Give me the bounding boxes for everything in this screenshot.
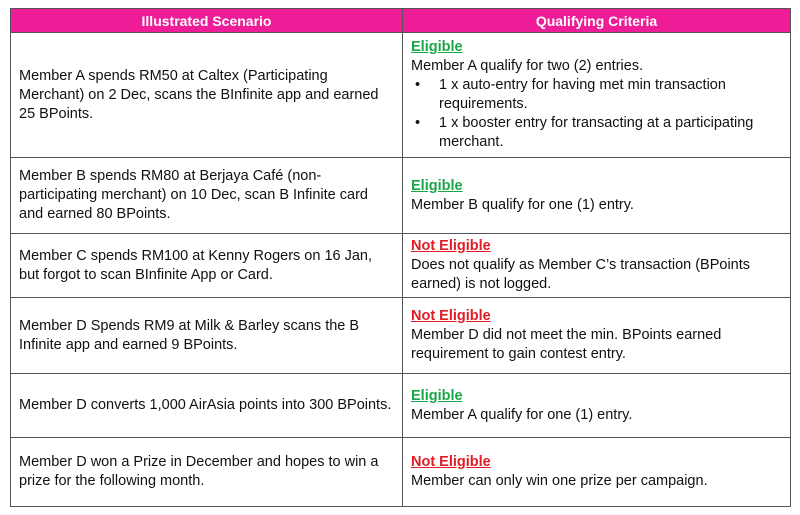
criteria-cell <box>403 374 791 438</box>
criteria-detail: Member A qualify for two (2) entries. <box>411 58 644 74</box>
criteria-table <box>10 8 791 507</box>
criteria-detail: Member D did not meet the min. BPoints earned requirement to gain contest entry. <box>411 327 722 362</box>
header-row <box>11 9 791 33</box>
scenario-cell: Member D Spends RM9 at Milk & Barley scans the B Infinite app and earned 9 BPoints. <box>11 298 403 374</box>
criteria-cell <box>403 33 791 158</box>
scenario-cell: Member D won a Prize in December and hopes to win a prize for the following month. <box>11 438 403 507</box>
scenario-cell: Member A spends RM50 at Caltex (Participating Merchant) on 2 Dec, scans the BInfinite app and earned 25 BPoints. <box>11 33 403 158</box>
criteria-detail: Does not qualify as Member C’s transaction (BPoints earned) is not logged. <box>411 257 751 292</box>
status-eligible: Eligible <box>411 177 463 194</box>
scenario-cell: Member B spends RM80 at Berjaya Café (non-participating merchant) on 10 Dec, scan B Infinite card and earned 80 BPoints. <box>11 158 403 234</box>
criteria-cell <box>403 234 791 298</box>
criteria-detail: Member B qualify for one (1) entry. <box>411 196 634 213</box>
scenario-cell: Member D converts 1,000 AirAsia points into 300 BPoints. <box>11 374 403 438</box>
table-row <box>11 33 791 158</box>
bullet-item: • 1 x booster entry for transacting at a participating merchant. <box>439 114 782 152</box>
criteria-detail: Member can only win one prize per campaign. <box>411 473 708 489</box>
criteria-cell <box>403 298 791 374</box>
criteria-detail: Member A qualify for one (1) entry. <box>411 406 633 423</box>
scenario-cell: Member C spends RM100 at Kenny Rogers on 16 Jan, but forgot to scan BInfinite App or Card. <box>11 234 403 298</box>
bullet-list <box>411 76 782 152</box>
table-row <box>11 158 791 234</box>
table-row <box>11 298 791 374</box>
criteria-cell <box>403 438 791 507</box>
status-eligible: Eligible <box>411 387 463 404</box>
table-row <box>11 374 791 438</box>
table-row <box>11 234 791 298</box>
header-criteria: Qualifying Criteria <box>403 9 791 33</box>
status-not-eligible: Not Eligible <box>411 308 491 324</box>
status-not-eligible: Not Eligible <box>411 454 491 470</box>
bullet-item: • 1 x auto-entry for having met min transaction requirements. <box>439 76 782 114</box>
header-scenario: Illustrated Scenario <box>11 9 403 33</box>
status-not-eligible: Not Eligible <box>411 238 491 254</box>
status-eligible: Eligible <box>411 39 463 55</box>
criteria-cell <box>403 158 791 234</box>
table-row <box>11 438 791 507</box>
